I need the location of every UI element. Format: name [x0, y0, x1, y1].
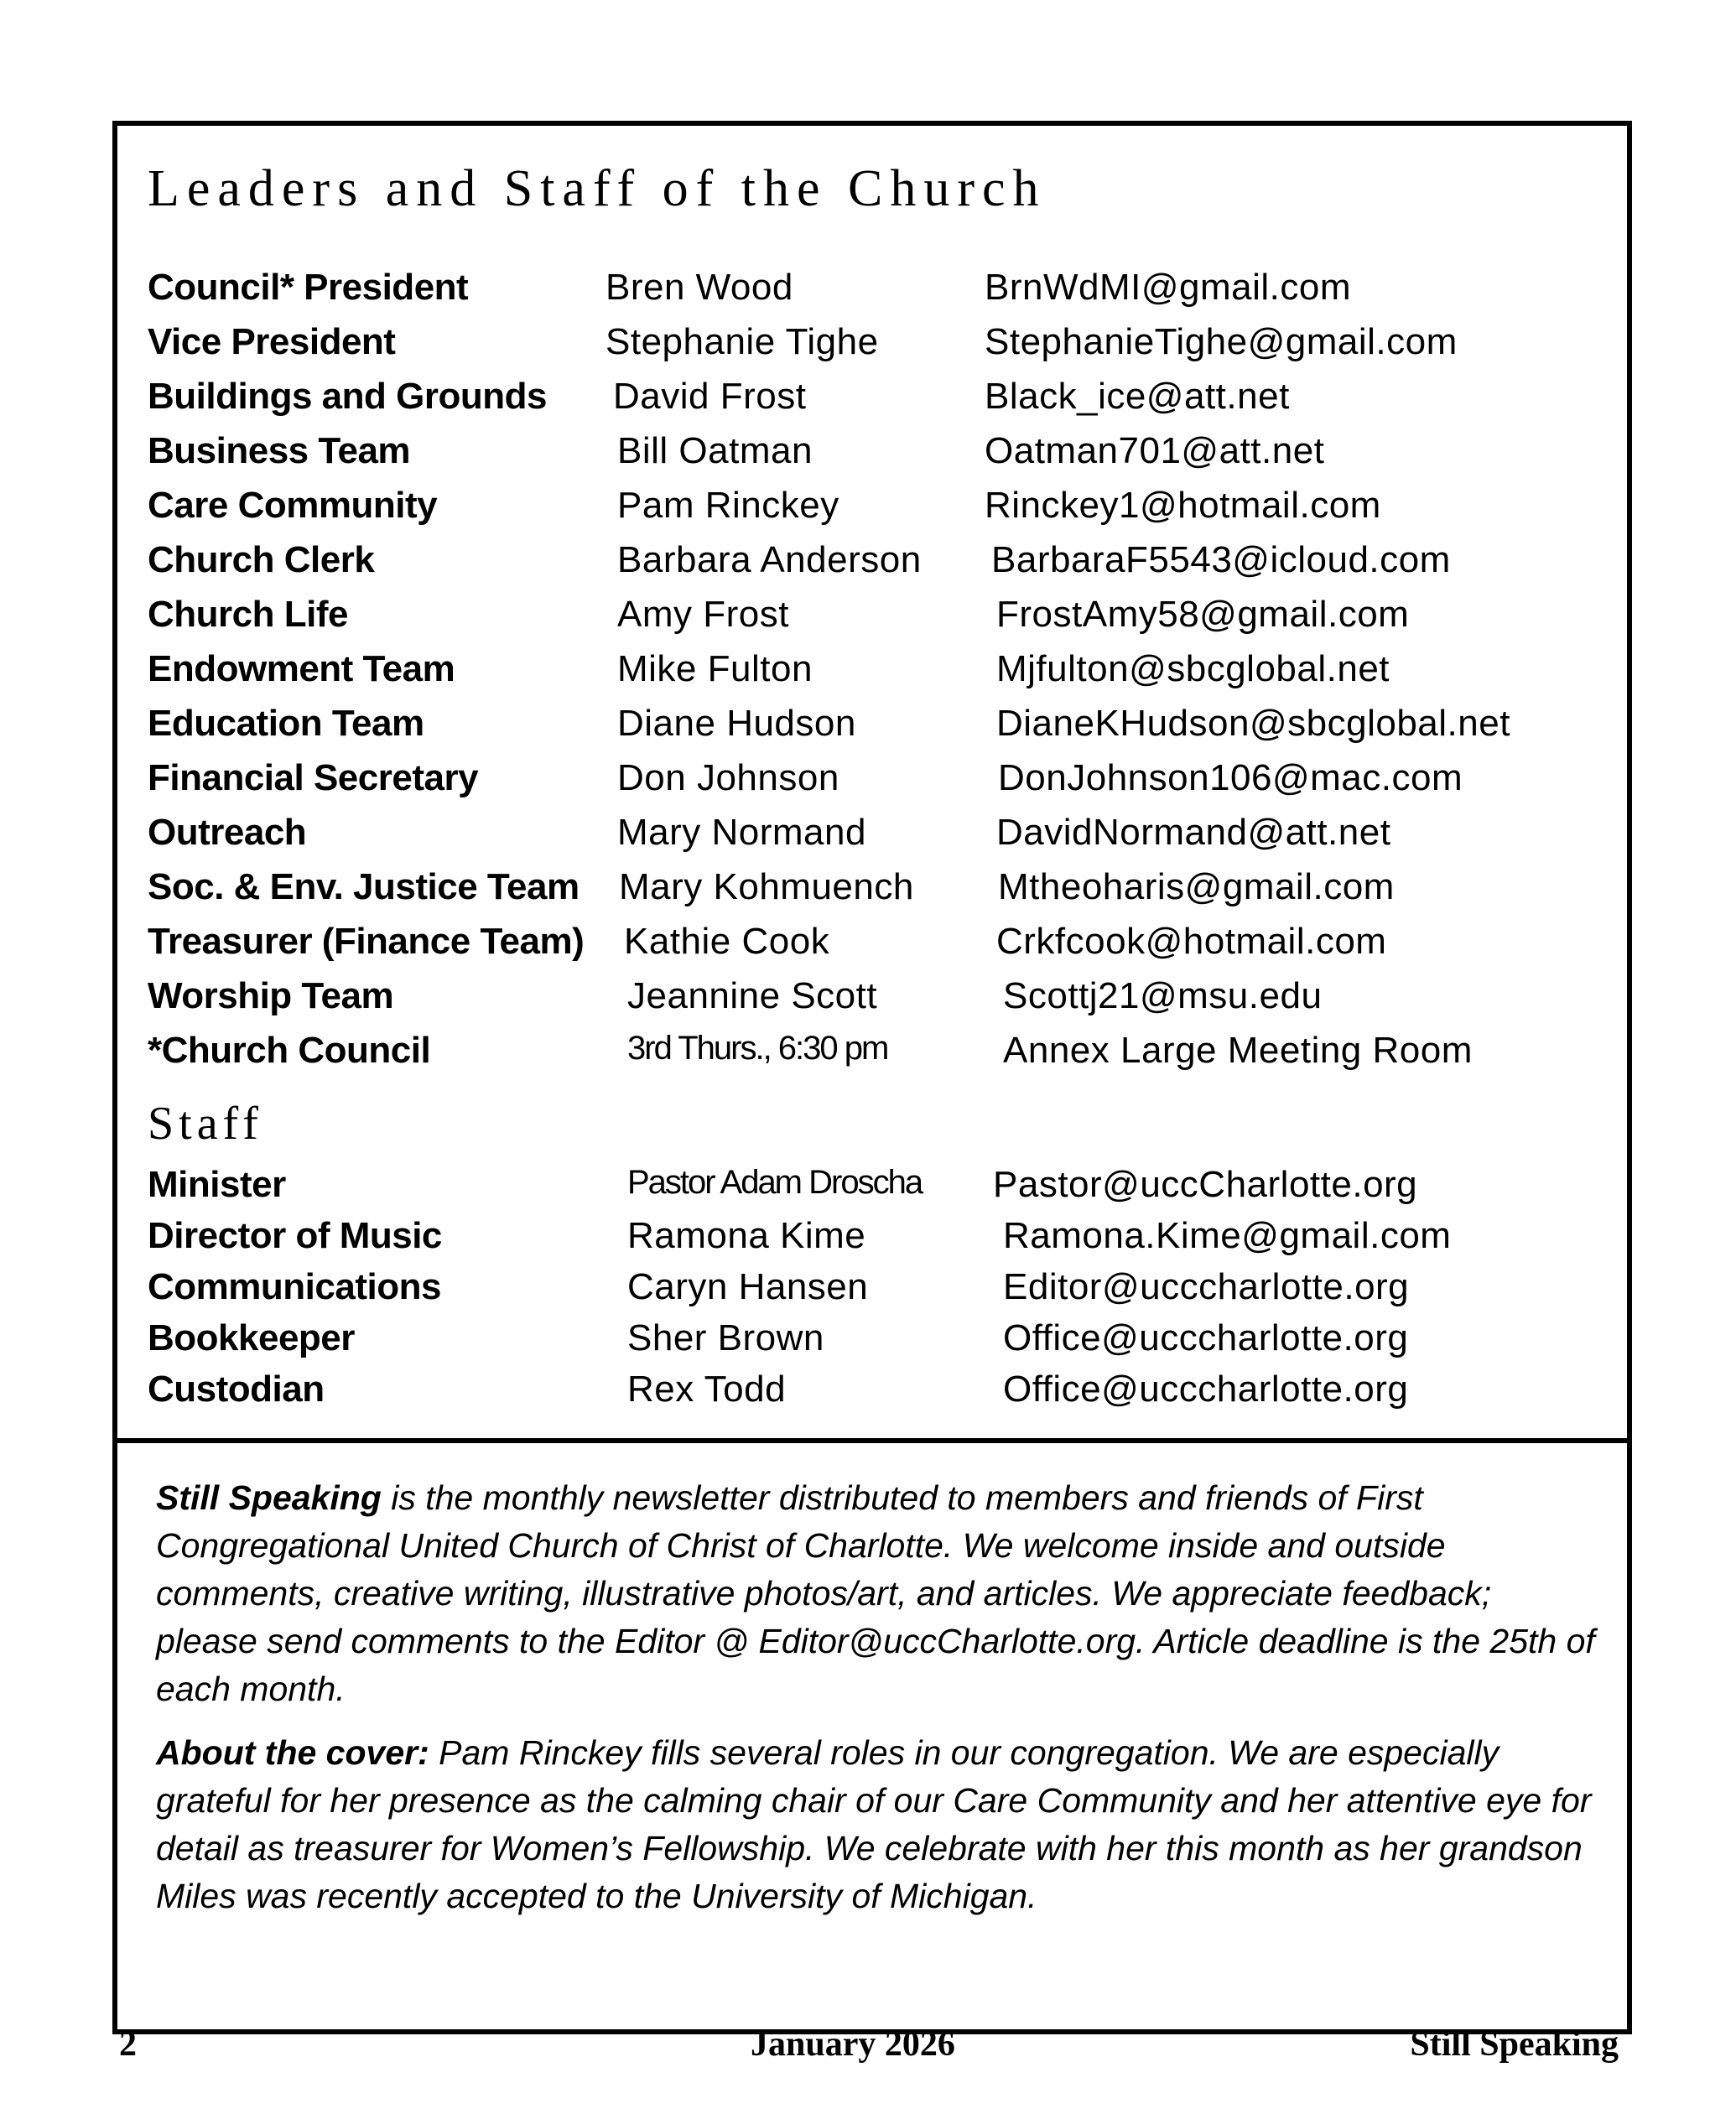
person-name: Caryn Hansen [627, 1266, 869, 1307]
role-label: Care Community [148, 485, 438, 526]
leader-row [148, 267, 1615, 317]
person-name: Bren Wood [606, 267, 793, 308]
person-name: Mike Fulton [617, 648, 813, 689]
page-title: Leaders and Staff of the Church [148, 160, 1047, 217]
role-label: Endowment Team [148, 648, 455, 689]
role-label: Worship Team [148, 975, 394, 1016]
email-link[interactable]: Scottj21@msu.edu [1003, 975, 1323, 1016]
role-label: Director of Music [148, 1215, 442, 1256]
person-name: Mary Normand [617, 812, 866, 853]
person-name: Jeannine Scott [627, 975, 878, 1016]
person-name: Stephanie Tighe [606, 321, 879, 362]
role-label: Minister [148, 1164, 286, 1205]
person-name: Pam Rinckey [617, 485, 839, 526]
person-name: Rex Todd [627, 1369, 787, 1410]
email-link[interactable]: StephanieTighe@gmail.com [985, 321, 1458, 362]
role-label: Financial Secretary [148, 757, 479, 798]
leader-row [148, 975, 1615, 1026]
leader-row [148, 757, 1615, 808]
leader-row [148, 866, 1615, 917]
about-cover-text: Pam Rinckey fills several roles in our congregation. We are especially grateful for her presence as the calming chair of our Care Community and her attentive eye for detail as treasurer for Women’s Fellowship. We celebrate with her this month as her grandson Miles was recently accepted to the University of Michigan. [156, 1733, 1592, 1915]
role-label: Bookkeeper [148, 1317, 355, 1358]
role-label: Business Team [148, 430, 411, 471]
leader-row [148, 648, 1615, 699]
role-label: Church Clerk [148, 539, 375, 580]
email-link[interactable]: BrnWdMI@gmail.com [985, 267, 1352, 308]
staff-row [148, 1317, 1615, 1368]
email-link[interactable]: BarbaraF5543@icloud.com [991, 539, 1451, 580]
email-link[interactable]: DavidNormand@att.net [996, 812, 1391, 853]
role-label: Buildings and Grounds [148, 376, 547, 417]
email-link[interactable]: Office@ucccharlotte.org [1003, 1317, 1409, 1358]
person-name: Amy Frost [617, 594, 789, 635]
person-name: Don Johnson [617, 757, 839, 798]
staff-heading: Staff [148, 1098, 263, 1150]
meeting-location: Annex Large Meeting Room [1003, 1030, 1473, 1071]
leader-row [148, 921, 1615, 971]
leader-row [148, 485, 1615, 535]
person-name: Pastor Adam Droscha [627, 1164, 923, 1201]
leader-row [148, 703, 1615, 753]
person-name: Ramona Kime [627, 1215, 866, 1256]
email-link[interactable]: Oatman701@att.net [985, 430, 1325, 471]
person-name: Kathie Cook [624, 921, 830, 962]
role-label: Custodian [148, 1369, 325, 1410]
role-label: Treasurer (Finance Team) [148, 921, 585, 962]
email-link[interactable]: DonJohnson106@mac.com [998, 757, 1463, 798]
leader-row [148, 430, 1615, 480]
person-name: David Frost [613, 376, 807, 417]
role-label: Soc. & Env. Justice Team [148, 866, 580, 907]
staff-row [148, 1266, 1615, 1317]
about-cover-label: About the cover: [156, 1733, 429, 1772]
email-link[interactable]: Crkfcook@hotmail.com [996, 921, 1387, 962]
leader-row [148, 376, 1615, 426]
role-label: Outreach [148, 812, 307, 853]
email-link[interactable]: DianeKHudson@sbcglobal.net [996, 703, 1510, 744]
staff-row [148, 1215, 1615, 1265]
leader-row [148, 1030, 1615, 1080]
role-label: Education Team [148, 703, 424, 744]
person-name: Bill Oatman [617, 430, 813, 471]
leader-row [148, 539, 1615, 590]
person-name: Mary Kohmuench [619, 866, 914, 907]
email-link[interactable]: Black_ice@att.net [985, 376, 1290, 417]
email-link[interactable]: Rinckey1@hotmail.com [985, 485, 1381, 526]
person-name: 3rd Thurs., 6:30 pm [627, 1030, 888, 1067]
email-link[interactable]: FrostAmy58@gmail.com [996, 594, 1410, 635]
staff-row [148, 1369, 1615, 1419]
leaders-staff-box [112, 121, 1632, 2034]
about-cover [156, 1729, 1598, 1920]
email-link[interactable]: Mjfulton@sbcglobal.net [996, 648, 1390, 689]
leader-row [148, 321, 1615, 371]
role-label: Council* President [148, 267, 469, 308]
newsletter-name: Still Speaking [156, 1478, 382, 1517]
person-name: Diane Hudson [617, 703, 856, 744]
person-name: Sher Brown [627, 1317, 824, 1358]
person-name: Barbara Anderson [617, 539, 922, 580]
email-link[interactable]: Editor@ucccharlotte.org [1003, 1266, 1410, 1307]
page-number: 2 [119, 2025, 137, 2064]
leader-row [148, 812, 1615, 862]
newsletter-description [156, 1474, 1598, 1713]
newsletter-text: is the monthly newsletter distributed to members and friends of First Congregational United Church of Christ of Charlotte. We welcome inside and outside comments, creative writing, illustrative photos/art, and articles. We appreciate feedback; please send comments to the Editor @ Editor@uccCharlotte.org. Article deadline is the 25th of each month. [156, 1478, 1595, 1708]
email-link[interactable]: Pastor@uccCharlotte.org [993, 1164, 1418, 1205]
footer-date: January 2026 [751, 2025, 955, 2064]
staff-row [148, 1164, 1615, 1214]
section-divider [117, 1438, 1627, 1443]
email-link[interactable]: Office@ucccharlotte.org [1003, 1369, 1409, 1410]
role-label: *Church Council [148, 1030, 431, 1071]
email-link[interactable]: Ramona.Kime@gmail.com [1003, 1215, 1452, 1256]
role-label: Communications [148, 1266, 441, 1307]
role-label: Vice President [148, 321, 396, 362]
footer-publication: Still Speaking [1410, 2025, 1619, 2064]
leader-row [148, 594, 1615, 644]
email-link[interactable]: Mtheoharis@gmail.com [998, 866, 1395, 907]
role-label: Church Life [148, 594, 348, 635]
